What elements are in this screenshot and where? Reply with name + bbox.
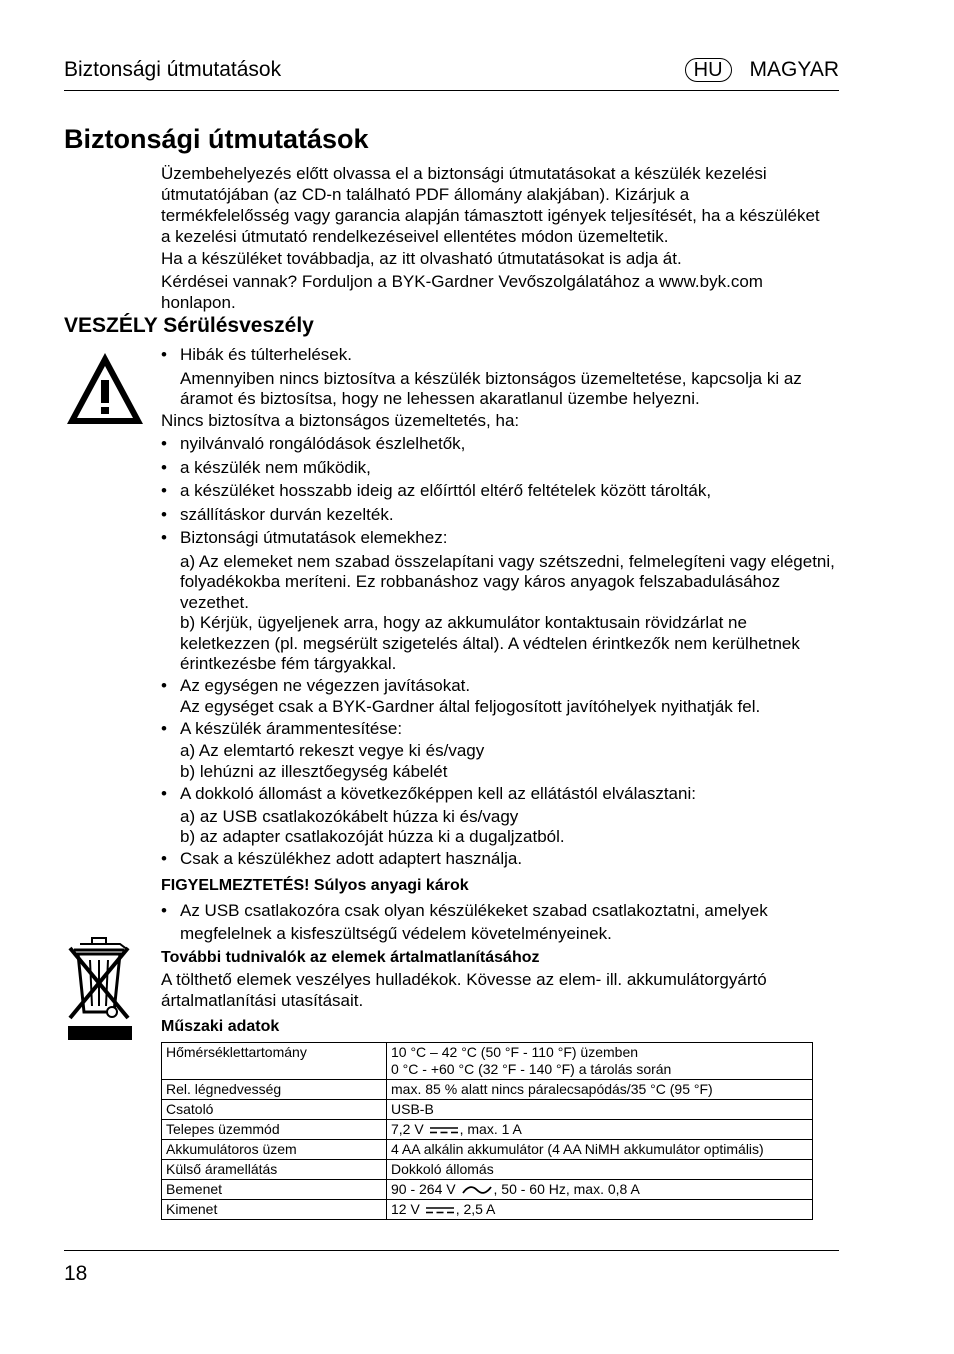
spec-value [387, 1200, 813, 1220]
warning-heading: FIGYELMEZTETÉS! Súlyos anyagi károk [161, 877, 469, 894]
footer-divider [64, 1250, 839, 1251]
page-title: Biztonsági útmutatások [64, 124, 369, 154]
header-title: Biztonsági útmutatások [64, 58, 282, 81]
spec-value-line: 0 °C - +60 °C (32 °F - 140 °F) a tárolás során [391, 1061, 672, 1077]
table-row [162, 1160, 813, 1180]
list-item-detail: a) Az elemtartó rekeszt vegye ki és/vagy [180, 741, 485, 760]
spec-value [387, 1043, 813, 1080]
list-item-detail: b) Kérjük, ügyeljenek arra, hogy az akkumulátor kontaktusain rövidzárlat ne keletkezzen (pl. megsérült szigetelés által). A védtelen érintkezők nem kerülhetnek érintkezésbe fém tárgyakkal. [180, 613, 800, 673]
list-item-detail: a) az USB csatlakozókábelt húzza ki és/vagy [180, 806, 519, 826]
spec-value: Dokkoló állomás [387, 1160, 813, 1180]
list-item: • nyilvánvaló rongálódások észlelhetők, [161, 434, 841, 455]
dc-symbol-icon [426, 1206, 454, 1214]
spec-value: 4 AA alkálin akkumulátor (4 AA NiMH akkumulátor optimális) [387, 1140, 813, 1160]
list-item: • a készüléket hosszabb ideig az előírttól eltérő feltételek között tárolták, [161, 481, 841, 502]
disposal-text: A tölthető elemek veszélyes hulladékok. Kövesse az elem- ill. akkumulátorgyártó ártalmatlanítási utasításait. [161, 970, 767, 1010]
spec-value-rest: , 2,5 A [455, 1201, 496, 1217]
language-indicator [685, 58, 839, 82]
dc-symbol-icon [430, 1126, 458, 1134]
spec-label: Akkumulátoros üzem [162, 1140, 387, 1160]
spec-label: Bemenet [162, 1180, 387, 1200]
list-item: • Csak a készülékhez adott adaptert használja. [161, 849, 841, 870]
spec-value [387, 1180, 813, 1200]
list-intro-text: Nincs biztosítva a biztonságos üzemeltetés, ha: [161, 410, 520, 430]
spec-value: USB-B [387, 1100, 813, 1120]
crossed-out-bin-icon [66, 936, 132, 1042]
spec-value-voltage: 7,2 V [391, 1121, 424, 1137]
lang-code-badge: HU [685, 58, 732, 82]
intro-paragraph-2: Ha a készüléket továbbadja, az itt olvasható útmutatásokat is adja át. [161, 249, 682, 268]
table-row [162, 1200, 813, 1220]
spec-value-line: 10 °C – 42 °C (50 °F - 110 °F) üzemben [391, 1044, 639, 1060]
spec-value-voltage: 90 - 264 V [391, 1181, 456, 1197]
spec-label: Kimenet [162, 1200, 387, 1220]
list-item: • Biztonsági útmutatások elemekhez: [161, 528, 841, 549]
danger-list [161, 345, 841, 1038]
specs-table [161, 1042, 813, 1220]
list-item-detail: b) lehúzni az illesztőegység kábelét [180, 761, 448, 781]
list-item: • Az USB csatlakozóra csak olyan készülékeket szabad csatlakoztatni, amelyek megfelelnek a kisfeszültségű védelem követelményeinek. [161, 899, 841, 945]
spec-value [387, 1120, 813, 1140]
disposal-heading: További tudnivalók az elemek ártalmatlanításához [161, 948, 540, 966]
lang-name: MAGYAR [749, 58, 839, 81]
specs-heading: Műszaki adatok [161, 1018, 280, 1035]
intro-text [161, 163, 821, 313]
ac-symbol-icon [462, 1184, 492, 1196]
spec-value-rest: , max. 1 A [459, 1121, 522, 1137]
table-row [162, 1080, 813, 1100]
intro-paragraph-1: Üzembehelyezés előtt olvassa el a biztonsági útmutatásokat a készülék kezelési útmutatójában (az CD-n található PDF állomány alakjában). Kizárjuk a termékfelelősség vagy garancia alapján támasztott igények teljesítését, ha a készüléket a kezelési útmutató rendelkezéseivel ellentétes módon üzemeltetik. [161, 164, 820, 246]
list-item: • A dokkoló állomást a következőképpen kell az ellátástól elválasztani: [161, 784, 841, 805]
spec-value-voltage: 12 V [391, 1201, 420, 1217]
list-item: • a készülék nem működik, [161, 458, 841, 479]
list-item: • szállításkor durván kezelték. [161, 505, 841, 526]
warning-triangle-icon [64, 350, 146, 428]
list-item: • Hibák és túlterhelések. [161, 345, 841, 366]
list-item-detail: a) Az elemeket nem szabad összelapítani vagy szétszedni, felmelegíteni vagy elégetni, folyadékokba meríteni. Ez robbanáshoz vagy káros anyagok felszabadulásához vezethet. [180, 551, 835, 612]
intro-paragraph-3: Kérdései vannak? Forduljon a BYK-Gardner Vevőszolgálatához a www.byk.com honlapon. [161, 272, 763, 312]
table-row [162, 1140, 813, 1160]
list-item: • A készülék árammentesítése: [161, 719, 841, 740]
spec-label: Telepes üzemmód [162, 1120, 387, 1140]
table-row [162, 1180, 813, 1200]
page-header [64, 56, 839, 91]
spec-label: Csatoló [162, 1100, 387, 1120]
danger-heading: VESZÉLY Sérülésveszély [64, 314, 314, 337]
spec-label: Hőmérséklettartomány [162, 1043, 387, 1080]
list-item-detail: Amennyiben nincs biztosítva a készülék biztonságos üzemeltetése, kapcsolja ki az áramot és biztosítsa, hogy ne lehessen akaratlanul üzembe helyezni. [180, 368, 802, 408]
spec-label: Rel. légnedvesség [162, 1080, 387, 1100]
table-row [162, 1100, 813, 1120]
table-row [162, 1043, 813, 1080]
page-number: 18 [64, 1262, 88, 1285]
table-row [162, 1120, 813, 1140]
list-item-detail: b) az adapter csatlakozóját húzza ki a dugaljzatból. [180, 827, 565, 846]
spec-label: Külső áramellátás [162, 1160, 387, 1180]
spec-value-rest: , 50 - 60 Hz, max. 0,8 A [493, 1181, 640, 1197]
spec-value: max. 85 % alatt nincs páralecsapódás/35 °C (95 °F) [387, 1080, 813, 1100]
list-item-detail: Az egységet csak a BYK-Gardner által feljogosított javítóhelyek nyithatják fel. [180, 697, 761, 716]
list-item: • Az egységen ne végezzen javításokat. [161, 676, 841, 697]
